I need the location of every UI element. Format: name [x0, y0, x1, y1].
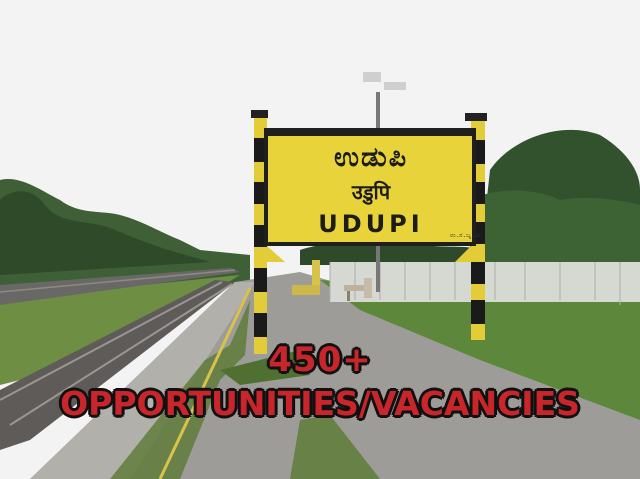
station-name-english: UDUPI — [318, 210, 424, 238]
vacancy-headline: OPPORTUNITIES/VACANCIES — [60, 384, 580, 423]
station-name-hindi: उडुपि — [351, 180, 391, 204]
station-name-kannada: ಉಡುಪಿ — [333, 142, 409, 173]
sign-small-code: ಉ.ನ.ಬೃ.ಮಿ — [450, 232, 481, 239]
vacancy-count: 450+ — [268, 340, 372, 380]
